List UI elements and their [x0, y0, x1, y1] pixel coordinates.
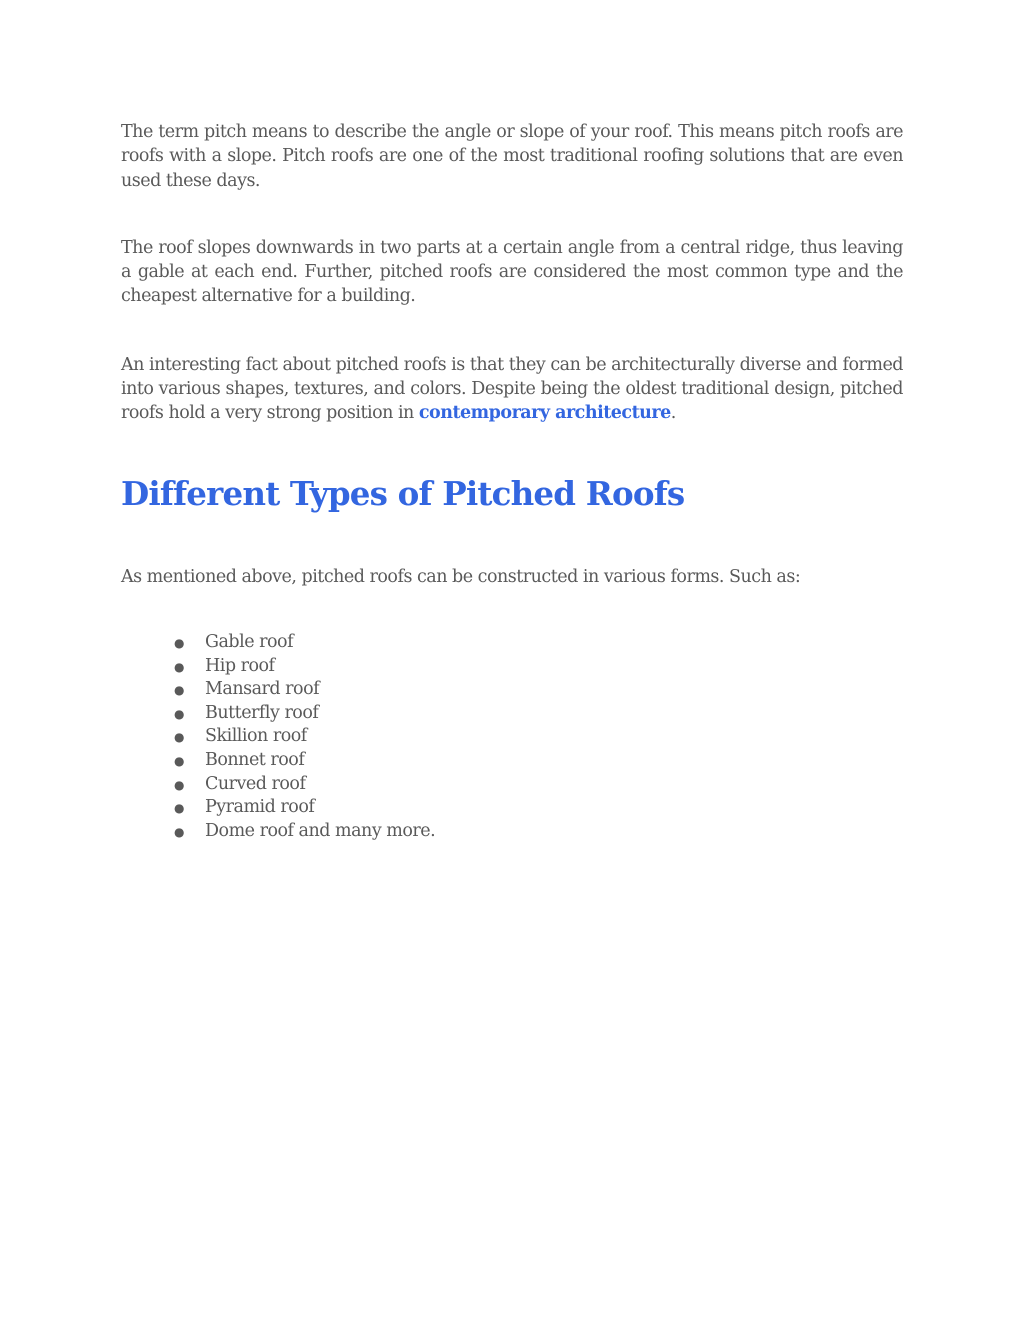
list-item-label: Pyramid roof — [205, 797, 315, 818]
contemporary-architecture-link[interactable]: contemporary architecture — [418, 403, 671, 424]
list-item — [174, 749, 903, 773]
list-item — [174, 702, 903, 726]
section-heading: Different Types of Pitched Roofs — [121, 473, 685, 513]
list-item-label: Curved roof — [205, 773, 306, 794]
bullet-icon: ● — [174, 659, 184, 674]
list-item — [174, 678, 903, 702]
list-item — [174, 725, 903, 749]
bullet-icon: ● — [174, 824, 184, 839]
list-item — [174, 796, 903, 820]
paragraph-interesting-fact — [121, 353, 903, 426]
bullet-icon: ● — [174, 753, 184, 768]
list-item-label: Skillion roof — [205, 726, 307, 747]
paragraph-interesting-fact-end: . — [670, 403, 676, 424]
paragraph-interesting-fact-text: An interesting fact about pitched roofs is that they can be architecturally diverse and formed into various shapes, textures, and colors. Despite being the oldest traditional design, pitched roofs hold a very strong position in — [121, 354, 903, 424]
list-item-label: Bonnet roof — [205, 749, 305, 770]
bullet-icon: ● — [174, 635, 184, 650]
list-item — [174, 655, 903, 679]
list-item — [174, 631, 903, 655]
list-item-label: Hip roof — [205, 655, 275, 676]
bullet-icon: ● — [174, 683, 184, 698]
paragraph-roof-slopes: The roof slopes downwards in two parts at a certain angle from a central ridge, thus leaving a gable at each end. Further, pitched roofs are considered the most common type and the cheapest alternative for a building. — [121, 237, 903, 307]
paragraph-intro: As mentioned above, pitched roofs can be constructed in various forms. Such as: — [121, 566, 801, 587]
list-item — [174, 773, 903, 797]
list-item-label: Gable roof — [205, 631, 294, 652]
roof-types-list — [121, 631, 903, 843]
list-item-label: Butterfly roof — [205, 702, 319, 723]
paragraph-pitch-definition: The term pitch means to describe the angle or slope of your roof. This means pitch roofs are roofs with a slope. Pitch roofs are one of the most traditional roofing solutions that are even used these days. — [121, 122, 903, 191]
bullet-icon: ● — [174, 777, 184, 792]
bullet-icon: ● — [174, 706, 184, 721]
list-item-label: Mansard roof — [205, 679, 320, 700]
document-page — [121, 120, 903, 843]
bullet-icon: ● — [174, 730, 184, 745]
list-item-label: Dome roof and many more. — [205, 820, 436, 841]
bullet-icon: ● — [174, 801, 184, 816]
list-item — [174, 820, 903, 844]
